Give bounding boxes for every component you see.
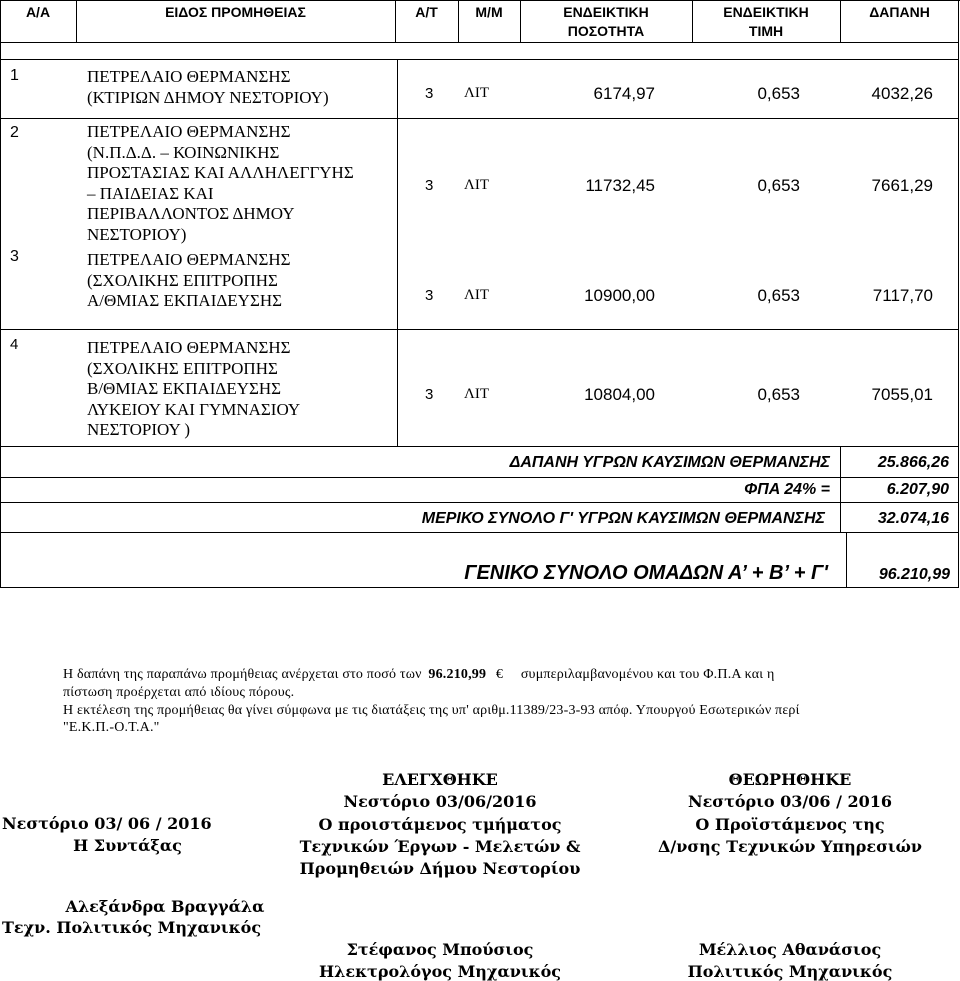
note-text: Η δαπάνη της παραπάνω προμήθειας ανέρχεται στο ποσό των [63,667,422,682]
row1-qty: 6174,97 [593,84,655,103]
desc-line: ΠΕΤΡΕΛΑΙΟ ΘΕΡΜΑΝΣΗΣ [87,338,291,357]
header-price [692,3,840,41]
fuel-cost-label: ΔΑΠΑΝΗ ΥΓΡΩΝ ΚΑΥΣΙΜΩΝ ΘΕΡΜΑΝΣΗΣ [509,454,830,471]
row3-mm: ΛΙΤ [464,287,490,303]
left-sign-name: Αλεξάνδρα Βραγγάλα [65,897,265,916]
row4-description [87,338,300,441]
header-qty [520,3,692,41]
table-border-left [0,0,1,588]
row2-description [87,122,354,245]
desc-line: ΠΕΤΡΕΛΑΙΟ ΘΕΡΜΑΝΣΗΣ [87,67,291,86]
row4-price: 0,653 [757,385,800,404]
note-line-3: Η εκτέλεση της προμήθειας θα γίνει σύμφωνα με τις διατάξεις της υπ' αριθμ.11389/23-3-93 απόφ. Υπουργού Εσωτερικών περί [63,703,800,718]
row1-price: 0,653 [757,84,800,103]
middle-sign-title: Ηλεκτρολόγος Μηχανικός [319,962,561,981]
row2-qty: 11732,45 [585,176,655,195]
middle-sign-name: Στέφανος Μπούσιος [346,940,534,959]
vat-value: 6.207,90 [886,481,949,498]
note-text: συμπεριλαμβανομένου και του Φ.Π.Α και η [520,667,775,682]
desc-col-sep [397,59,398,447]
row-separator [0,118,959,119]
note-amount: 96.210,99 [428,667,487,682]
row3-qty: 10900,00 [584,286,655,305]
row3-at: 3 [425,287,434,304]
partial-total-value: 32.074,16 [877,510,949,527]
grand-total-label: ΓΕΝΙΚΟ ΣΥΝΟΛΟ ΟΜΑΔΩΝ Α’ + Β’ + Γ' [464,562,828,584]
left-sign-title: Τεχν. Πολιτικός Μηχανικός [2,918,262,937]
row4-at: 3 [425,386,434,403]
row-separator [0,446,959,447]
left-sign-role: Η Συντάξας [73,836,182,855]
desc-line: (ΚΤΙΡΙΩΝ ΔΗΜΟΥ ΝΕΣΤΟΡΙΟΥ) [87,87,329,107]
row4-qty: 10804,00 [584,385,655,404]
right-sign-name: Μέλλιος Αθανάσιος [698,940,882,959]
row-separator [0,477,959,478]
desc-line: ΝΕΣΤΟΡΙΟΥ) [87,224,187,244]
middle-sign-date: Νεστόριο 03/06/2016 [343,792,537,811]
row4-mm: ΛΙΤ [464,386,490,402]
row1-mm: ΛΙΤ [464,85,490,101]
role-line: Ο Προϊστάμενος της [695,815,885,834]
desc-line: ΠΕΤΡΕΛΑΙΟ ΘΕΡΜΑΝΣΗΣ [87,122,291,141]
header-qty-line2: ΠΟΣΟΤΗΤΑ [567,23,645,39]
role-line: Τεχνικών Έργων - Μελετών & [299,837,581,856]
header-separator [0,42,959,43]
desc-line: ΠΕΡΙΒΑΛΛΟΝΤΟΣ ΔΗΜΟΥ [87,204,295,223]
row3-description [87,250,291,312]
desc-line: (ΣΧΟΛΙΚΗΣ ΕΠΙΤΡΟΠΗΣ [87,358,278,378]
desc-line: ΛΥΚΕΙΟΥ ΚΑΙ ΓΥΜΝΑΣΙΟΥ [87,399,301,419]
row2-cost: 7661,29 [871,176,933,195]
desc-line: Β/ΘΜΙΑΣ ΕΚΠΑΙΔΕΥΣΗΣ [87,379,282,398]
fuel-cost-value: 25.866,26 [877,454,949,471]
note-line-2: πίστωση προέρχεται από ιδίους πόρους. [63,685,295,700]
row-separator [0,502,959,503]
left-sign-date: Νεστόριο 03/ 06 / 2016 [2,814,212,833]
desc-line: ΝΕΣΤΟΡΙΟΥ ) [87,420,191,439]
row1-cost: 4032,26 [871,84,933,103]
right-sign-title: Πολιτικός Μηχανικός [687,962,893,981]
right-sign-heading: ΘΕΩΡΗΘΗΚΕ [728,770,852,789]
row1-at: 3 [425,85,434,102]
row-separator [0,329,959,330]
header-price-line2: ΤΙΜΗ [748,23,784,39]
header-aa: Α/Α [25,4,51,20]
vat-label: ΦΠΑ 24% = [744,481,830,498]
header-cost: ΔΑΠΑΝΗ [869,4,930,20]
header-mm: Μ/Μ [475,4,503,20]
header-at: Α/Τ [415,4,438,20]
row2-price: 0,653 [757,176,800,195]
row-separator [0,532,959,533]
desc-line: Α/ΘΜΙΑΣ ΕΚΠΑΙΔΕΥΣΗΣ [87,291,283,310]
row2-at: 3 [425,177,434,194]
note-line-4: "Ε.Κ.Π.-Ο.Τ.Α." [63,720,160,735]
header-type: ΕΙΔΟΣ ΠΡΟΜΗΘΕΙΑΣ [165,4,306,20]
desc-line: ΠΕΤΡΕΛΑΙΟ ΘΕΡΜΑΝΣΗΣ [87,250,291,269]
right-sign-date: Νεστόριο 03/06 / 2016 [687,792,893,811]
desc-line: ΠΡΟΣΤΑΣΙΑΣ ΚΑΙ ΑΛΛΗΛΕΓΓΥΗΣ [87,163,354,182]
header-price-line1: ΕΝΔΕΙΚΤΙΚΗ [723,4,809,20]
header-qty-line1: ΕΝΔΕΙΚΤΙΚΗ [563,4,649,20]
total-col-sep [846,532,847,588]
row4-aa: 4 [10,336,19,353]
row1-aa: 1 [10,67,19,84]
row2-mm: ΛΙΤ [464,177,490,193]
desc-line: (ΣΧΟΛΙΚΗΣ ΕΠΙΤΡΟΠΗΣ [87,270,278,290]
desc-line: – ΠΑΙΔΕΙΑΣ ΚΑΙ [87,183,214,203]
row-separator [0,59,959,60]
row3-aa: 3 [10,248,19,265]
desc-line: (Ν.Π.Δ.Δ. – ΚΟΙΝΩΝΙΚΗΣ [87,142,280,162]
table-border-top [0,0,960,1]
row4-cost: 7055,01 [871,385,933,404]
note-line-1 [63,666,775,683]
row3-price: 0,653 [757,286,800,305]
row2-aa: 2 [10,124,19,141]
role-line: Ο προιστάμενος τμήματος [318,815,562,834]
table-border-right [958,0,959,588]
middle-sign-heading: ΕΛΕΓΧΘΗΚΕ [382,770,498,789]
role-line: Δ/νσης Τεχνικών Υπηρεσιών [657,837,922,856]
table-border-bottom [0,587,959,588]
partial-total-label: ΜΕΡΙΚΟ ΣΥΝΟΛΟ Γ' ΥΓΡΩΝ ΚΑΥΣΙΜΩΝ ΘΕΡΜΑΝΣΗΣ [421,510,825,527]
grand-total-value: 96.210,99 [878,566,950,583]
euro-symbol: € [495,667,504,682]
row3-cost: 7117,70 [872,286,933,305]
right-sign-role [640,814,940,858]
role-line: Προμηθειών Δήμου Νεστορίου [299,859,581,878]
row1-description [87,67,329,108]
middle-sign-role [290,814,590,880]
